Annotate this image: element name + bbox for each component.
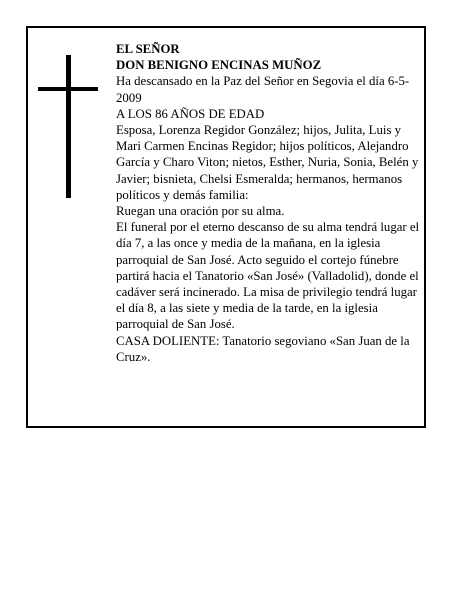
mourning-house: CASA DOLIENTE: Tanatorio segoviano «San Juan de la Cruz».: [116, 333, 410, 364]
prayer-request: Ruegan una oración por su alma.: [116, 204, 285, 219]
latin-cross-icon: [38, 55, 98, 200]
obituary-notice: [26, 26, 426, 428]
death-statement: Ha descansado en la Paz del Señor en Segovia el día 6-5-2009: [116, 74, 410, 105]
funeral-details: El funeral por el eterno descanso de su alma tendrá lugar el día 7, a las once y media de la mañana, en la iglesia parroquial de San José. Acto seguido el cortejo fúnebre partirá hacia el Tanatorio «San José» (Valladolid), donde el cadáver será incinerado. La misa de privilegio tendrá lugar el día 8, a las siete y media de la tarde, en la iglesia parroquial de San José.: [116, 220, 420, 332]
deceased-name: DON BENIGNO ENCINAS MUÑOZ: [116, 58, 322, 73]
cross-horizontal-bar: [38, 87, 98, 91]
title-line-1: EL SEÑOR: [116, 42, 180, 56]
cross-vertical-bar: [66, 55, 71, 198]
notice-text-block: [116, 41, 422, 365]
family-list: Esposa, Lorenza Regidor González; hijos, Julita, Luis y Mari Carmen Encinas Regidor; hijos políticos, Alejandro García y Charo Viton; nietos, Esther, Nuria, Sonia, Belén y Javier; bisnieta, Chelsi Esmeralda; hermanos, hermanos políticos y demás familia:: [116, 123, 419, 202]
age-statement: A LOS 86 AÑOS DE EDAD: [116, 106, 265, 121]
